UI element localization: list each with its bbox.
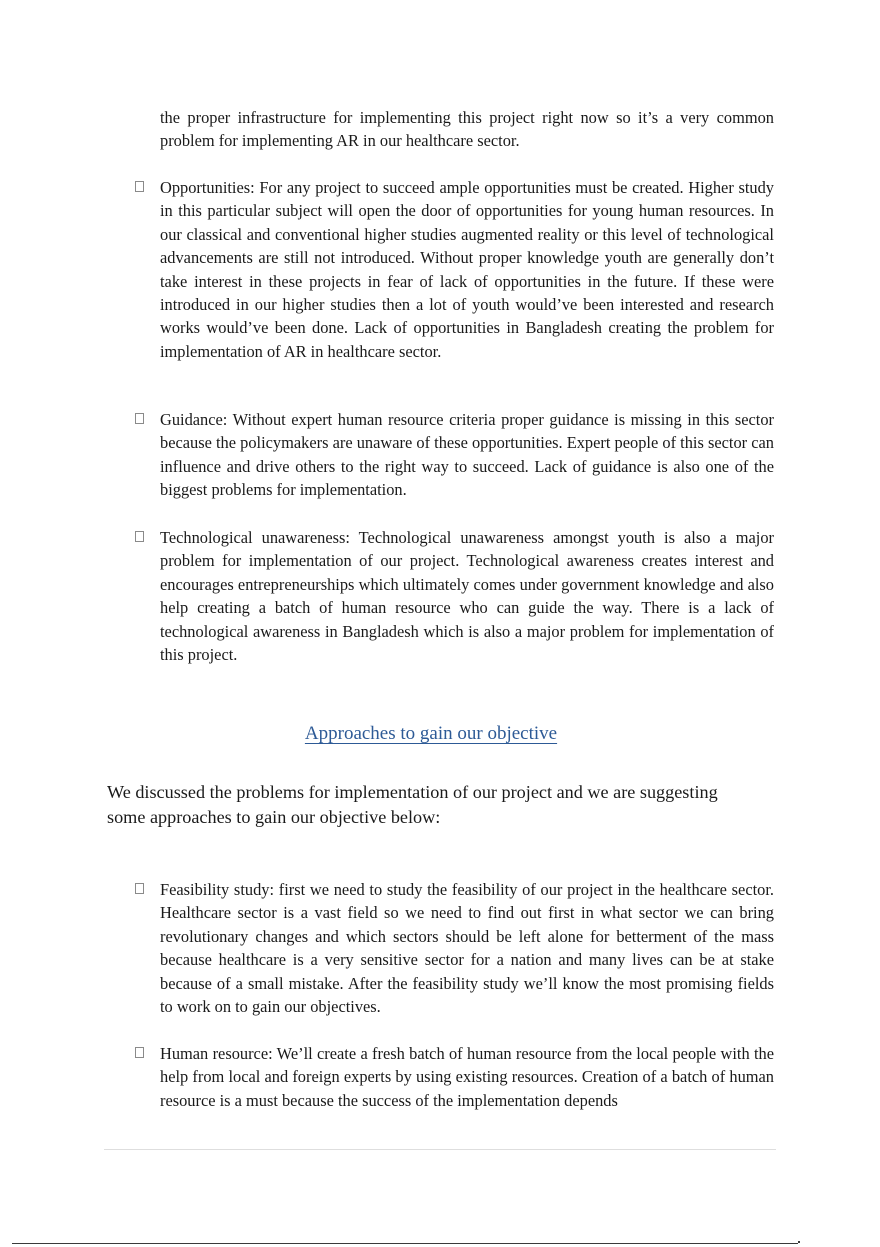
bullet-item-opportunities bbox=[160, 176, 774, 363]
bullet-box-icon bbox=[135, 1047, 144, 1058]
bullet-text: Feasibility study: first we need to study the feasibility of our project in the healthcare sector. Healthcare sector is a vast field so we need to find out first in what sector we can bring revolutionary changes and which sectors should be left alone for betterment of the mass because healthcare is a very sensitive sector for a nation and many lives can be at stake because of a small mistake. After the feasibility study we’ll know the most promising fields to work on to gain our objectives. bbox=[160, 880, 774, 1017]
page-bottom-dot bbox=[798, 1241, 800, 1243]
bullet-item-guidance bbox=[160, 408, 774, 502]
section-heading bbox=[0, 723, 880, 745]
bullet-item-technological-unawareness bbox=[160, 526, 774, 666]
section-heading-text: Approaches to gain our objective bbox=[304, 723, 558, 744]
footer-divider bbox=[104, 1149, 776, 1150]
bullet-box-icon bbox=[135, 413, 144, 424]
bullet-box-icon bbox=[135, 181, 144, 192]
bullet-item-feasibility-study bbox=[160, 878, 774, 1018]
bullet-box-icon bbox=[135, 531, 144, 542]
continuation-paragraph: the proper infrastructure for implementing this project right now so it’s a very common problem for implementing AR in our healthcare sector. bbox=[160, 108, 774, 151]
bullet-text: Guidance: Without expert human resource criteria proper guidance is missing in this sector because the policymakers are unaware of these opportunities. Expert people of this sector can influence and drive others to the right way to succeed. Lack of guidance is also one of the biggest problems for implementation. bbox=[160, 410, 774, 500]
bullet-box-icon bbox=[135, 883, 144, 894]
bullet-text: Technological unawareness: Technological unawareness amongst youth is also a major problem for implementation of our project. Technological awareness creates interest and encourages entrepreneurships which ultimately comes under government knowledge and also help creating a batch of human resource who can guide the way. There is a lack of technological awareness in Bangladesh which is also a major problem for implementation of this project. bbox=[160, 528, 774, 665]
bullet-item-human-resource bbox=[160, 1042, 774, 1112]
bullet-text: Human resource: We’ll create a fresh batch of human resource from the local people with the help from local and foreign experts by using existing resources. Creation of a batch of human resource is a must because the success of the implementation depends bbox=[160, 1044, 774, 1110]
page-bottom-line bbox=[12, 1243, 798, 1244]
intro-paragraph: We discussed the problems for implementation of our project and we are suggesting some approaches to gain our objective below: bbox=[107, 782, 718, 827]
bullet-text: Opportunities: For any project to succeed ample opportunities must be created. Higher study in this particular subject will open the door of opportunities for young human resources. In our classical and conventional higher studies augmented reality or this level of technological advancements are still not introduced. Without proper knowledge youth are generally don’t take interest in these projects in fear of lack of opportunities in the future. If these were introduced in our higher studies then a lot of youth would’ve been interested and research works would’ve been done. Lack of opportunities in Bangladesh creating the problem for implementation of AR in healthcare sector. bbox=[160, 178, 774, 361]
